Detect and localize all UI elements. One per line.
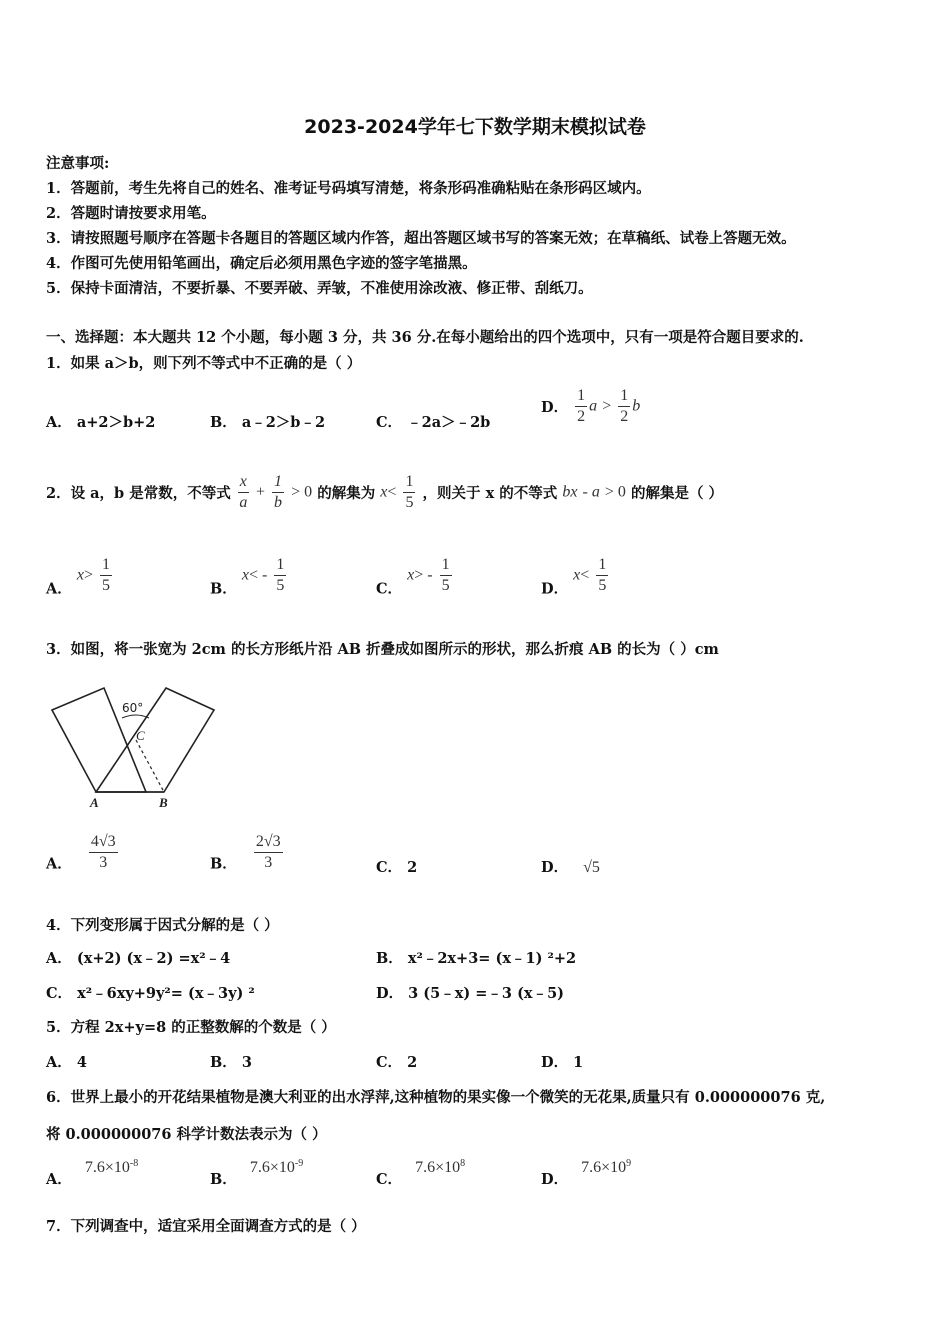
- section-heading: 一、选择题：本大题共 12 个小题，每小题 3 分，共 36 分.在每小题给出的四个选项中，只有一项是符合题目要求的.: [46, 329, 804, 346]
- option-text: ﹣2a＞﹣2b: [407, 414, 491, 431]
- q3-option-b[interactable]: B． $\frac{2√3}{3}$: [210, 833, 281, 873]
- q6-option-c[interactable]: C． $7.6\times 10^8$: [376, 1158, 466, 1188]
- q5-option-a[interactable]: A． 4: [46, 1054, 87, 1071]
- option-text: a﹣2＞b﹣2: [241, 414, 326, 431]
- q6-option-d[interactable]: D． $7.6\times 10^9$: [541, 1158, 632, 1188]
- angle-arc: [122, 715, 149, 718]
- q4-option-b[interactable]: B． x²﹣2x+3= (x﹣1) ²+2: [376, 950, 577, 967]
- q2-option-d[interactable]: D． x< $\frac{1}{5}$: [541, 556, 607, 598]
- question-1-stem: 1．如果 a＞b，则下列不等式中不正确的是（ ）: [46, 355, 362, 372]
- question-2-stem: 2．设 a，b 是常数，不等式 $\frac{x}{a}$ + $\frac{1}{b}$ > 0 的解集为 x< $\frac{1}{5}$ ，则关于 x 的不等式 bx - a > 0 的解集是（ ）: [46, 473, 724, 511]
- right-strip: [96, 688, 214, 792]
- notice-item: 4．作图可先使用铅笔画出，确定后必须用黑色字迹的签字笔描黑。: [46, 255, 477, 272]
- q4-option-c[interactable]: C． x²﹣6xy+9y²= (x﹣3y) ²: [46, 985, 255, 1002]
- q3-option-d[interactable]: D． √5: [541, 859, 600, 876]
- question-3-stem: 3．如图，将一张宽为 2cm 的长方形纸片沿 AB 折叠成如图所示的形状，那么折痕 AB 的长为（ ）cm: [46, 641, 719, 658]
- fraction: $\frac{x}{a}$: [239, 473, 248, 511]
- q6-option-a[interactable]: A． $7.6\times 10^{-8}$: [46, 1158, 139, 1188]
- question-6-stem-line1: 6．世界上最小的开花结果植物是澳大利亚的出水浮萍,这种植物的果实像一个微笑的无花果,质量只有 0.000000076 克,: [46, 1089, 826, 1106]
- option-label: D．: [541, 399, 569, 416]
- point-c-label: C: [136, 728, 145, 743]
- q1-option-a[interactable]: [46, 411, 155, 432]
- notice-item: 3．请按照题号顺序在答题卡各题目的答题区域内作答，超出答题区域书写的答案无效；在草稿纸、试卷上答题无效。: [46, 230, 796, 247]
- option-label: B．: [210, 414, 237, 431]
- fraction: $\frac{1}{5}$: [441, 556, 450, 594]
- fraction: $\frac{1}{b}$: [274, 473, 283, 511]
- fraction: $\frac{1}{2}$: [620, 387, 629, 425]
- q1-option-c[interactable]: [376, 411, 490, 432]
- option-text: a+2＞b+2: [76, 414, 156, 431]
- notice-item: 5．保持卡面清洁，不要折暴、不要弄破、弄皱，不准使用涂改液、修正带、刮纸刀。: [46, 280, 593, 297]
- q2-option-b[interactable]: B． x< - $\frac{1}{5}$: [210, 556, 285, 598]
- notice-item: 2．答题时请按要求用笔。: [46, 205, 216, 222]
- option-label: C．: [376, 414, 403, 431]
- question-6-stem-line2: 将 0.000000076 科学计数法表示为（ ）: [46, 1126, 327, 1143]
- question-4-stem: 4．下列变形属于因式分解的是（ ）: [46, 917, 279, 934]
- q3-option-c[interactable]: C． 2: [376, 859, 418, 876]
- question-5-stem: 5．方程 2x+y=8 的正整数解的个数是（ ）: [46, 1019, 336, 1036]
- question-7-stem: 7．下列调查中，适宜采用全面调查方式的是（ ）: [46, 1218, 366, 1235]
- q1-option-d[interactable]: D． $\frac{1}{2}$ a > $\frac{1}{2}$ b: [541, 387, 641, 425]
- fraction: $\frac{2√3}{3}$: [255, 833, 281, 871]
- fraction: $\frac{1}{5}$: [405, 473, 414, 511]
- q5-option-b[interactable]: B． 3: [210, 1054, 252, 1071]
- fraction: $\frac{1}{5}$: [598, 556, 607, 594]
- notice-heading: 注意事项:: [46, 155, 110, 172]
- page-title: 2023-2024学年七下数学期末模拟试卷: [304, 116, 646, 138]
- q4-option-a[interactable]: A． (x+2) (x﹣2) =x²﹣4: [46, 950, 231, 967]
- point-a-label: A: [90, 795, 99, 810]
- q2-option-a[interactable]: A． x> $\frac{1}{5}$: [46, 556, 111, 598]
- notice-item: 1．答题前，考生先将自己的姓名、准考证号码填写清楚，将条形码准确粘贴在条形码区域内。: [46, 180, 651, 197]
- q5-option-c[interactable]: C． 2: [376, 1054, 418, 1071]
- option-label: A．: [46, 414, 72, 431]
- q3-option-a[interactable]: A． $\frac{4√3}{3}$: [46, 833, 116, 873]
- q6-option-b[interactable]: B． $7.6\times 10^{-9}$: [210, 1158, 304, 1188]
- q5-option-d[interactable]: D． 1: [541, 1054, 584, 1071]
- fold-figure: [46, 680, 226, 812]
- angle-label: 60°: [122, 701, 144, 715]
- fraction: $\frac{4√3}{3}$: [90, 833, 116, 871]
- q4-option-d[interactable]: D． 3 (5﹣x) =﹣3 (x﹣5): [376, 985, 565, 1002]
- hidden-edge: [136, 740, 164, 792]
- fraction: $\frac{1}{5}$: [102, 556, 111, 594]
- fraction: $\frac{1}{5}$: [276, 556, 285, 594]
- point-b-label: B: [159, 795, 168, 810]
- q1-option-b[interactable]: [210, 411, 325, 432]
- q2-option-c[interactable]: C． x> - $\frac{1}{5}$: [376, 556, 450, 598]
- fraction: $\frac{1}{2}$: [577, 387, 586, 425]
